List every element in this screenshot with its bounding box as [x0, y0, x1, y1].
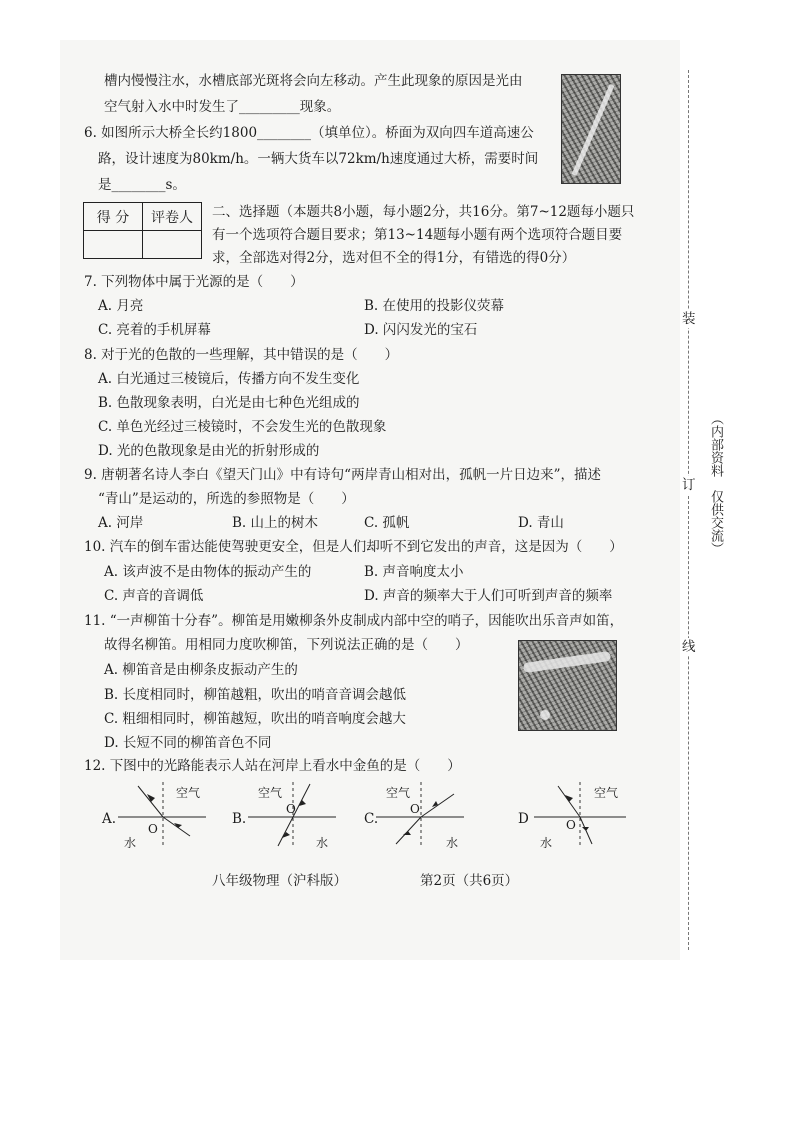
q12-diagram-a-air: 空气	[176, 786, 201, 800]
q9-option-b[interactable]: B. 山上的树木	[232, 515, 319, 531]
q12-diagram-c-point: O	[410, 802, 420, 816]
q12-diagram-a-letter[interactable]: A.	[102, 811, 117, 827]
q12-diagram-c-letter[interactable]: C.	[364, 811, 379, 827]
score-header: 得 分	[84, 203, 143, 231]
q10-option-c[interactable]: C. 声音的音调低	[104, 588, 204, 604]
grader-cell[interactable]	[143, 231, 202, 259]
q11-option-d[interactable]: D. 长短不同的柳笛音色不同	[104, 735, 272, 751]
q8-option-b[interactable]: B. 色散现象表明，白光是由七种色光组成的	[98, 395, 360, 411]
section2-line-3: 求，全部选对得2分，选对但不全的得1分，有错选的得0分）	[212, 250, 576, 266]
section2-line-2: 有一个选项符合题目要求；第13~14题每小题有两个选项符合题目要	[212, 227, 623, 243]
q12-diagram-b-point: O	[286, 802, 296, 816]
q12-diagram-d-letter[interactable]: D	[518, 811, 529, 827]
q12-diagram-c-air: 空气	[386, 786, 411, 800]
footer-page-number: 第2页（共6页）	[420, 873, 519, 889]
water-tank-photo	[561, 74, 621, 184]
q9-option-a[interactable]: A. 河岸	[98, 515, 144, 531]
binding-line	[688, 70, 689, 950]
q11-option-a[interactable]: A. 柳笛音是由柳条皮振动产生的	[104, 662, 298, 678]
q11-line-1: 11. “一声柳笛十分春”。柳笛是用嫩柳条外皮制成内部中空的哨子，因能吹出乐音声如笛，	[84, 613, 624, 629]
q6-line-3: 是________s。	[98, 177, 186, 193]
q12-diagram-a-water: 水	[124, 836, 137, 850]
q8-option-a[interactable]: A. 白光通过三棱镜后，传播方向不发生变化	[98, 371, 360, 387]
q7-option-a[interactable]: A. 月亮	[98, 298, 144, 314]
q12-diagram-b-letter[interactable]: B.	[232, 811, 247, 827]
beam-graphic	[562, 75, 620, 183]
q6-line-2: 路，设计速度为80km/h。一辆大货车以72km/h速度通过大桥，需要时间	[98, 151, 539, 167]
q12-diagram-d-point: O	[566, 818, 576, 832]
q9-line-1: 9. 唐朝著名诗人李白《望天门山》中有诗句“两岸青山相对出，孤帆一片日边来”，描述	[84, 467, 601, 483]
q5-line-1: 槽内慢慢注水，水槽底部光斑将会向左移动。产生此现象的原因是光由	[104, 73, 523, 89]
q11-option-b[interactable]: B. 长度相同时，柳笛越粗，吹出的哨音音调会越低	[104, 687, 407, 703]
q11-option-c[interactable]: C. 粗细相同时，柳笛越短，吹出的哨音响度会越大	[104, 711, 406, 727]
q7-option-c[interactable]: C. 亮着的手机屏幕	[98, 322, 211, 338]
q11-line-2: 故得名柳笛。用相同力度吹柳笛，下列说法正确的是（ ）	[104, 637, 469, 653]
footer-subject: 八年级物理（沪科版）	[212, 873, 347, 889]
q9-option-d[interactable]: D. 青山	[518, 515, 564, 531]
whistle-graphic	[519, 641, 616, 730]
q12-diagram-a-point: O	[148, 822, 158, 836]
binding-ding: 订	[682, 477, 696, 493]
q12-diagram-d	[534, 780, 629, 850]
q12-diagram-b-air: 空气	[258, 786, 283, 800]
internal-material-note: （内部资料 仅供交流）	[708, 412, 723, 555]
q8-option-c[interactable]: C. 单色光经过三棱镜时，不会发生光的色散现象	[98, 419, 387, 435]
q12-diagram-d-air: 空气	[594, 786, 619, 800]
willow-whistle-photo	[518, 640, 617, 731]
score-cell[interactable]	[84, 231, 143, 259]
q7-option-d[interactable]: D. 闪闪发光的宝石	[364, 322, 478, 338]
q5-line-2: 空气射入水中时发生了_________现象。	[104, 99, 341, 115]
score-table	[83, 202, 202, 259]
q10-option-b[interactable]: B. 声音响度太小	[364, 564, 464, 580]
grader-header: 评卷人	[143, 203, 202, 231]
binding-xian: 线	[682, 639, 696, 655]
binding-zhuang: 装	[682, 311, 696, 327]
q12-diagram-b	[248, 780, 338, 850]
q10-stem: 10. 汽车的倒车雷达能使驾驶更安全，但是人们却听不到它发出的声音，这是因为（ ）	[84, 539, 623, 555]
q12-stem: 12. 下图中的光路能表示人站在河岸上看水中金鱼的是（ ）	[84, 758, 461, 774]
q12-diagram-d-water: 水	[540, 836, 553, 850]
q7-stem: 7. 下列物体中属于光源的是（ ）	[84, 274, 304, 290]
q6-line-1: 6. 如图所示大桥全长约1800________（填单位）。桥面为双向四车道高速公	[84, 125, 534, 141]
q10-option-a[interactable]: A. 该声波不是由物体的振动产生的	[104, 564, 312, 580]
q8-stem: 8. 对于光的色散的一些理解，其中错误的是（ ）	[84, 347, 399, 363]
q7-option-b[interactable]: B. 在使用的投影仪荧幕	[364, 298, 505, 314]
q8-option-d[interactable]: D. 光的色散现象是由光的折射形成的	[98, 443, 320, 459]
q12-diagram-c-water: 水	[446, 836, 459, 850]
q10-option-d[interactable]: D. 声音的频率大于人们可听到声音的频率	[364, 588, 613, 604]
section2-line-1: 二、选择题（本题共8小题，每小题2分，共16分。第7~12题每小题只	[212, 204, 635, 220]
q12-diagram-c	[376, 780, 466, 850]
q12-diagram-b-water: 水	[316, 836, 329, 850]
q12-diagram-a	[118, 780, 208, 850]
q9-line-2: “青山”是运动的，所选的参照物是（ ）	[98, 491, 355, 507]
q9-option-c[interactable]: C. 孤帆	[364, 515, 410, 531]
